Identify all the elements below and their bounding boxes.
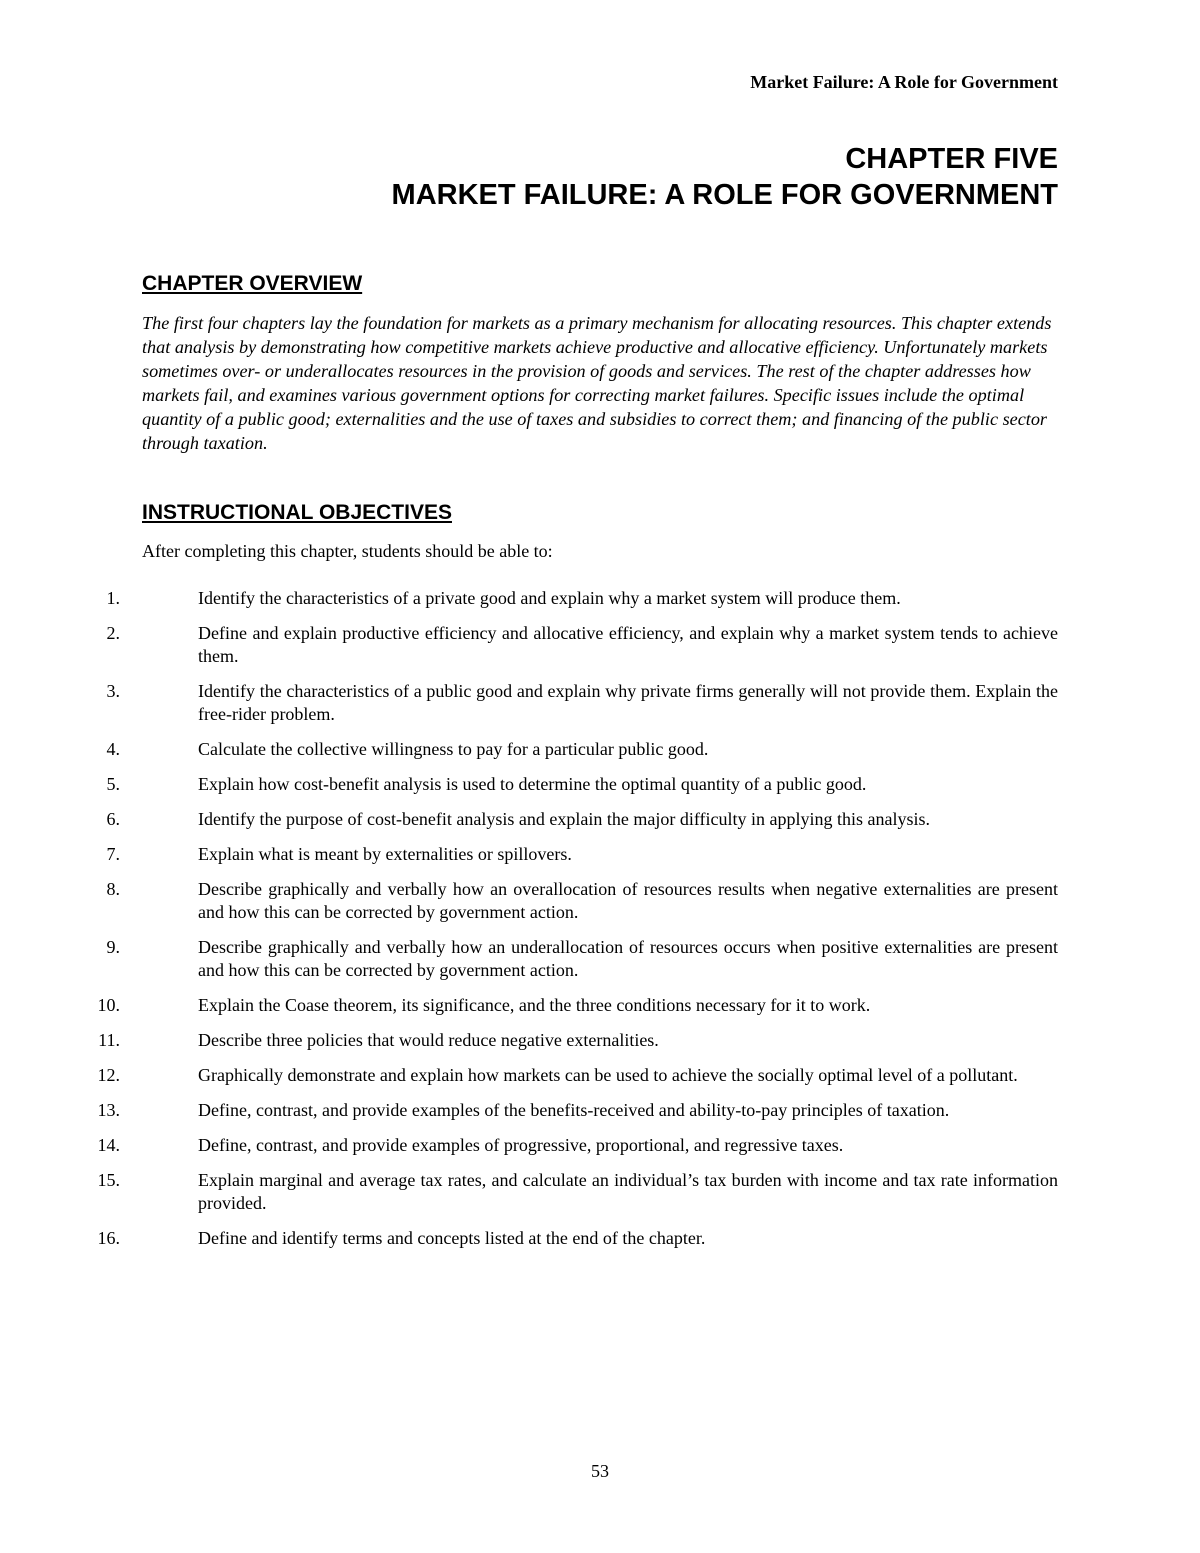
item-text: Identify the characteristics of a public good and explain why private firms generally will not provide them. Explain the free-rider problem.: [198, 681, 1058, 724]
list-item: [60, 1169, 1058, 1215]
item-number: 11.: [98, 1030, 120, 1050]
item-text: Describe graphically and verbally how an underallocation of resources occurs when positive externalities are present and how this can be corrected by government action.: [198, 937, 1058, 980]
list-item: [60, 622, 1058, 668]
list-item: [60, 587, 1058, 610]
item-text: Calculate the collective willingness to pay for a particular public good.: [198, 739, 709, 759]
list-item: [60, 773, 1058, 796]
list-item: [60, 1227, 1058, 1250]
running-header: Market Failure: A Role for Government: [750, 72, 1058, 92]
list-item: [60, 808, 1058, 831]
item-number: 8.: [106, 879, 120, 899]
objectives-heading: INSTRUCTIONAL OBJECTIVES: [142, 501, 452, 524]
chapter-title: [392, 141, 1058, 213]
item-number: 15.: [97, 1170, 120, 1190]
list-item: [60, 936, 1058, 982]
item-text: Explain how cost-benefit analysis is used to determine the optimal quantity of a public good.: [198, 774, 867, 794]
item-text: Define and explain productive efficiency and allocative efficiency, and explain why a market system tends to achieve them.: [198, 623, 1058, 666]
item-number: 2.: [106, 623, 120, 643]
list-item: [60, 878, 1058, 924]
objectives-list: [60, 587, 1058, 1262]
list-item: [60, 680, 1058, 726]
item-text: Define, contrast, and provide examples of the benefits-received and ability-to-pay principles of taxation.: [198, 1100, 950, 1120]
item-text: Identify the characteristics of a private good and explain why a market system will produce them.: [198, 588, 901, 608]
item-text: Explain the Coase theorem, its significance, and the three conditions necessary for it to work.: [198, 995, 871, 1015]
overview-heading: CHAPTER OVERVIEW: [142, 272, 363, 295]
item-number: 14.: [97, 1135, 120, 1155]
item-text: Describe three policies that would reduce negative externalities.: [198, 1030, 659, 1050]
chapter-number: CHAPTER FIVE: [845, 143, 1058, 175]
item-number: 16.: [97, 1228, 120, 1248]
list-item: [60, 843, 1058, 866]
item-number: 1.: [106, 588, 120, 608]
item-number: 9.: [106, 937, 120, 957]
item-number: 12.: [97, 1065, 120, 1085]
item-number: 13.: [97, 1100, 120, 1120]
page-number: 53: [591, 1461, 609, 1481]
item-number: 7.: [106, 844, 120, 864]
item-number: 4.: [106, 739, 120, 759]
objectives-intro: After completing this chapter, students should be able to:: [142, 541, 553, 561]
item-text: Define, contrast, and provide examples of progressive, proportional, and regressive taxes.: [198, 1135, 844, 1155]
item-text: Explain what is meant by externalities or spillovers.: [198, 844, 572, 864]
chapter-name: MARKET FAILURE: A ROLE FOR GOVERNMENT: [391, 179, 1058, 211]
item-text: Graphically demonstrate and explain how markets can be used to achieve the socially optimal level of a pollutant.: [198, 1065, 1018, 1085]
overview-paragraph: The first four chapters lay the foundation for markets as a primary mechanism for allocating resources. This chapter extends that analysis by demonstrating how competitive markets achieve productive and allocative efficiency. Unfortunately markets sometimes over- or underallocates resources in the provision of goods and services. The rest of the chapter addresses how markets fail, and examines various government options for correcting market failures. Specific issues include the optimal quantity of a public good; externalities and the use of taxes and subsidies to correct them; and financing of the public sector through taxation.: [142, 313, 1052, 453]
list-item: [60, 1029, 1058, 1052]
list-item: [60, 738, 1058, 761]
item-text: Describe graphically and verbally how an overallocation of resources results when negative externalities are present and how this can be corrected by government action.: [198, 879, 1058, 922]
item-text: Define and identify terms and concepts listed at the end of the chapter.: [198, 1228, 706, 1248]
item-number: 3.: [106, 681, 120, 701]
list-item: [60, 994, 1058, 1017]
list-item: [60, 1134, 1058, 1157]
item-text: Identify the purpose of cost-benefit analysis and explain the major difficulty in applying this analysis.: [198, 809, 930, 829]
list-item: [60, 1099, 1058, 1122]
item-number: 10.: [97, 995, 120, 1015]
item-number: 6.: [106, 809, 120, 829]
item-number: 5.: [106, 774, 120, 794]
list-item: [60, 1064, 1058, 1087]
item-text: Explain marginal and average tax rates, and calculate an individual’s tax burden with income and tax rate information provided.: [198, 1170, 1058, 1213]
